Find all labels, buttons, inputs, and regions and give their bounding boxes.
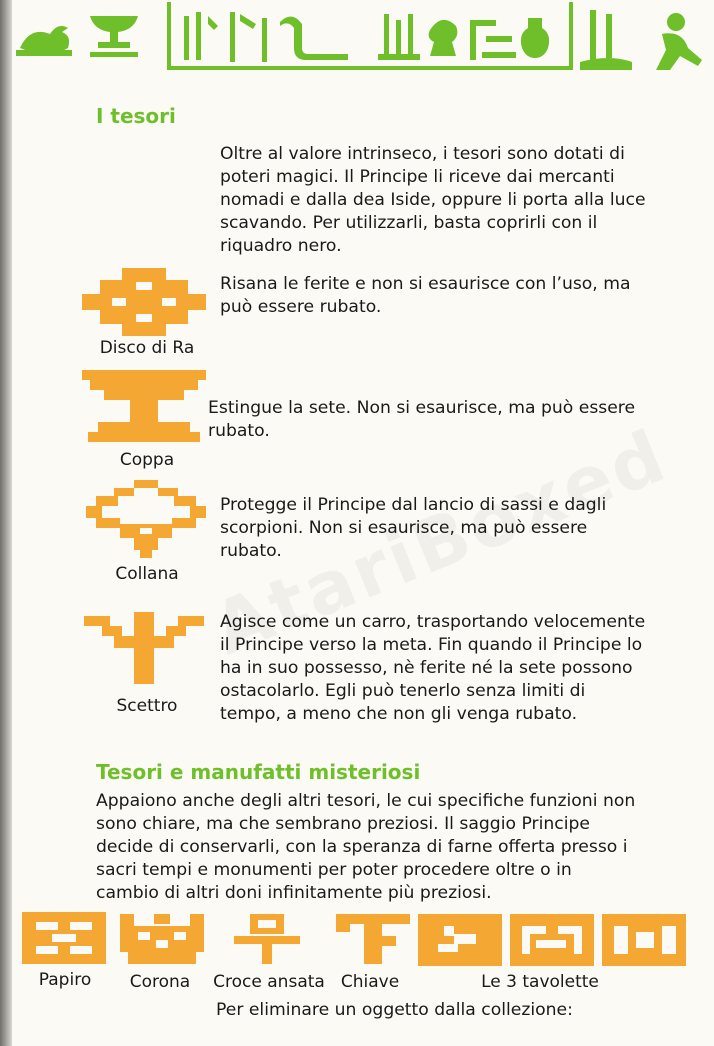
owl-glyph-icon xyxy=(580,10,632,70)
cup-icon xyxy=(82,370,206,442)
duck-glyph-icon xyxy=(16,26,72,56)
item-name-scettro: Scettro xyxy=(116,696,178,716)
ankh-icon xyxy=(234,914,300,964)
crown-icon xyxy=(120,914,204,964)
key-icon xyxy=(336,914,410,964)
item-desc-disco: Risana le ferite e non si esaurisce con l’uso, ma può essere rubato. xyxy=(220,274,631,317)
tablets-icon xyxy=(418,914,688,966)
hieroglyph-band xyxy=(12,0,714,82)
scepter-icon xyxy=(84,612,204,684)
section-title-treasures: I tesori xyxy=(96,104,176,128)
page-edge-shadow xyxy=(0,0,12,1046)
item-name-disco: Disco di Ra xyxy=(99,338,195,358)
artifact-label-papiro: Papiro xyxy=(38,970,92,990)
section-title-mysterious: Tesori e manufatti misteriosi xyxy=(96,760,421,784)
item-desc-scettro: Agisce come un carro, trasportando velocemente il Principe verso la meta. Fin quando il Principe lo ha in suo possesso, nè ferite né la sete possono ostacolarlo. Egli può tenerlo senza limiti di tempo, a meno che non gli venga rubato. xyxy=(220,612,646,724)
papyrus-icon xyxy=(22,912,106,964)
treasures-intro: Oltre al valore intrinseco, i tesori sono dotati di poteri magici. Il Principe li riceve dai mercanti nomadi e dalla dea Iside, oppure li porta alla luce scavando. Per utilizzarli, basta coprirli con il riquadro nero. xyxy=(220,144,646,256)
mysterious-body: Appaiono anche degli altri tesori, le cui specifiche funzioni non sono chiare, ma che sembrano preziosi. Il saggio Principe decide di conservarli, con la speranza di farne offerta presso i sacri tempi e monumenti per poter procedere oltre o in cambio di altri doni infinitamente più preziosi. xyxy=(96,791,636,903)
necklace-icon xyxy=(86,480,206,560)
artifact-label-corona: Corona xyxy=(129,972,191,992)
seated-figure-glyph-icon xyxy=(656,13,702,70)
item-name-collana: Collana xyxy=(115,564,179,584)
item-desc-collana: Protegge il Principe dal lancio di sassi e dagli scorpioni. Non si esaurisce, ma può essere rubato. xyxy=(220,495,607,561)
item-desc-coppa: Estingue la sete. Non si esaurisce, ma può essere rubato. xyxy=(208,398,636,441)
cup-glyph-icon xyxy=(90,16,138,57)
artifact-label-chiave: Chiave xyxy=(340,972,400,992)
item-name-coppa: Coppa xyxy=(119,450,175,470)
artifact-label-tavolette: Le 3 tavolette xyxy=(481,972,599,992)
footer-line: Per eliminare un oggetto dalla collezione: xyxy=(216,1000,573,1020)
sun-disc-icon xyxy=(82,268,206,336)
artifact-label-croce-ansata: Croce ansata xyxy=(213,972,325,992)
